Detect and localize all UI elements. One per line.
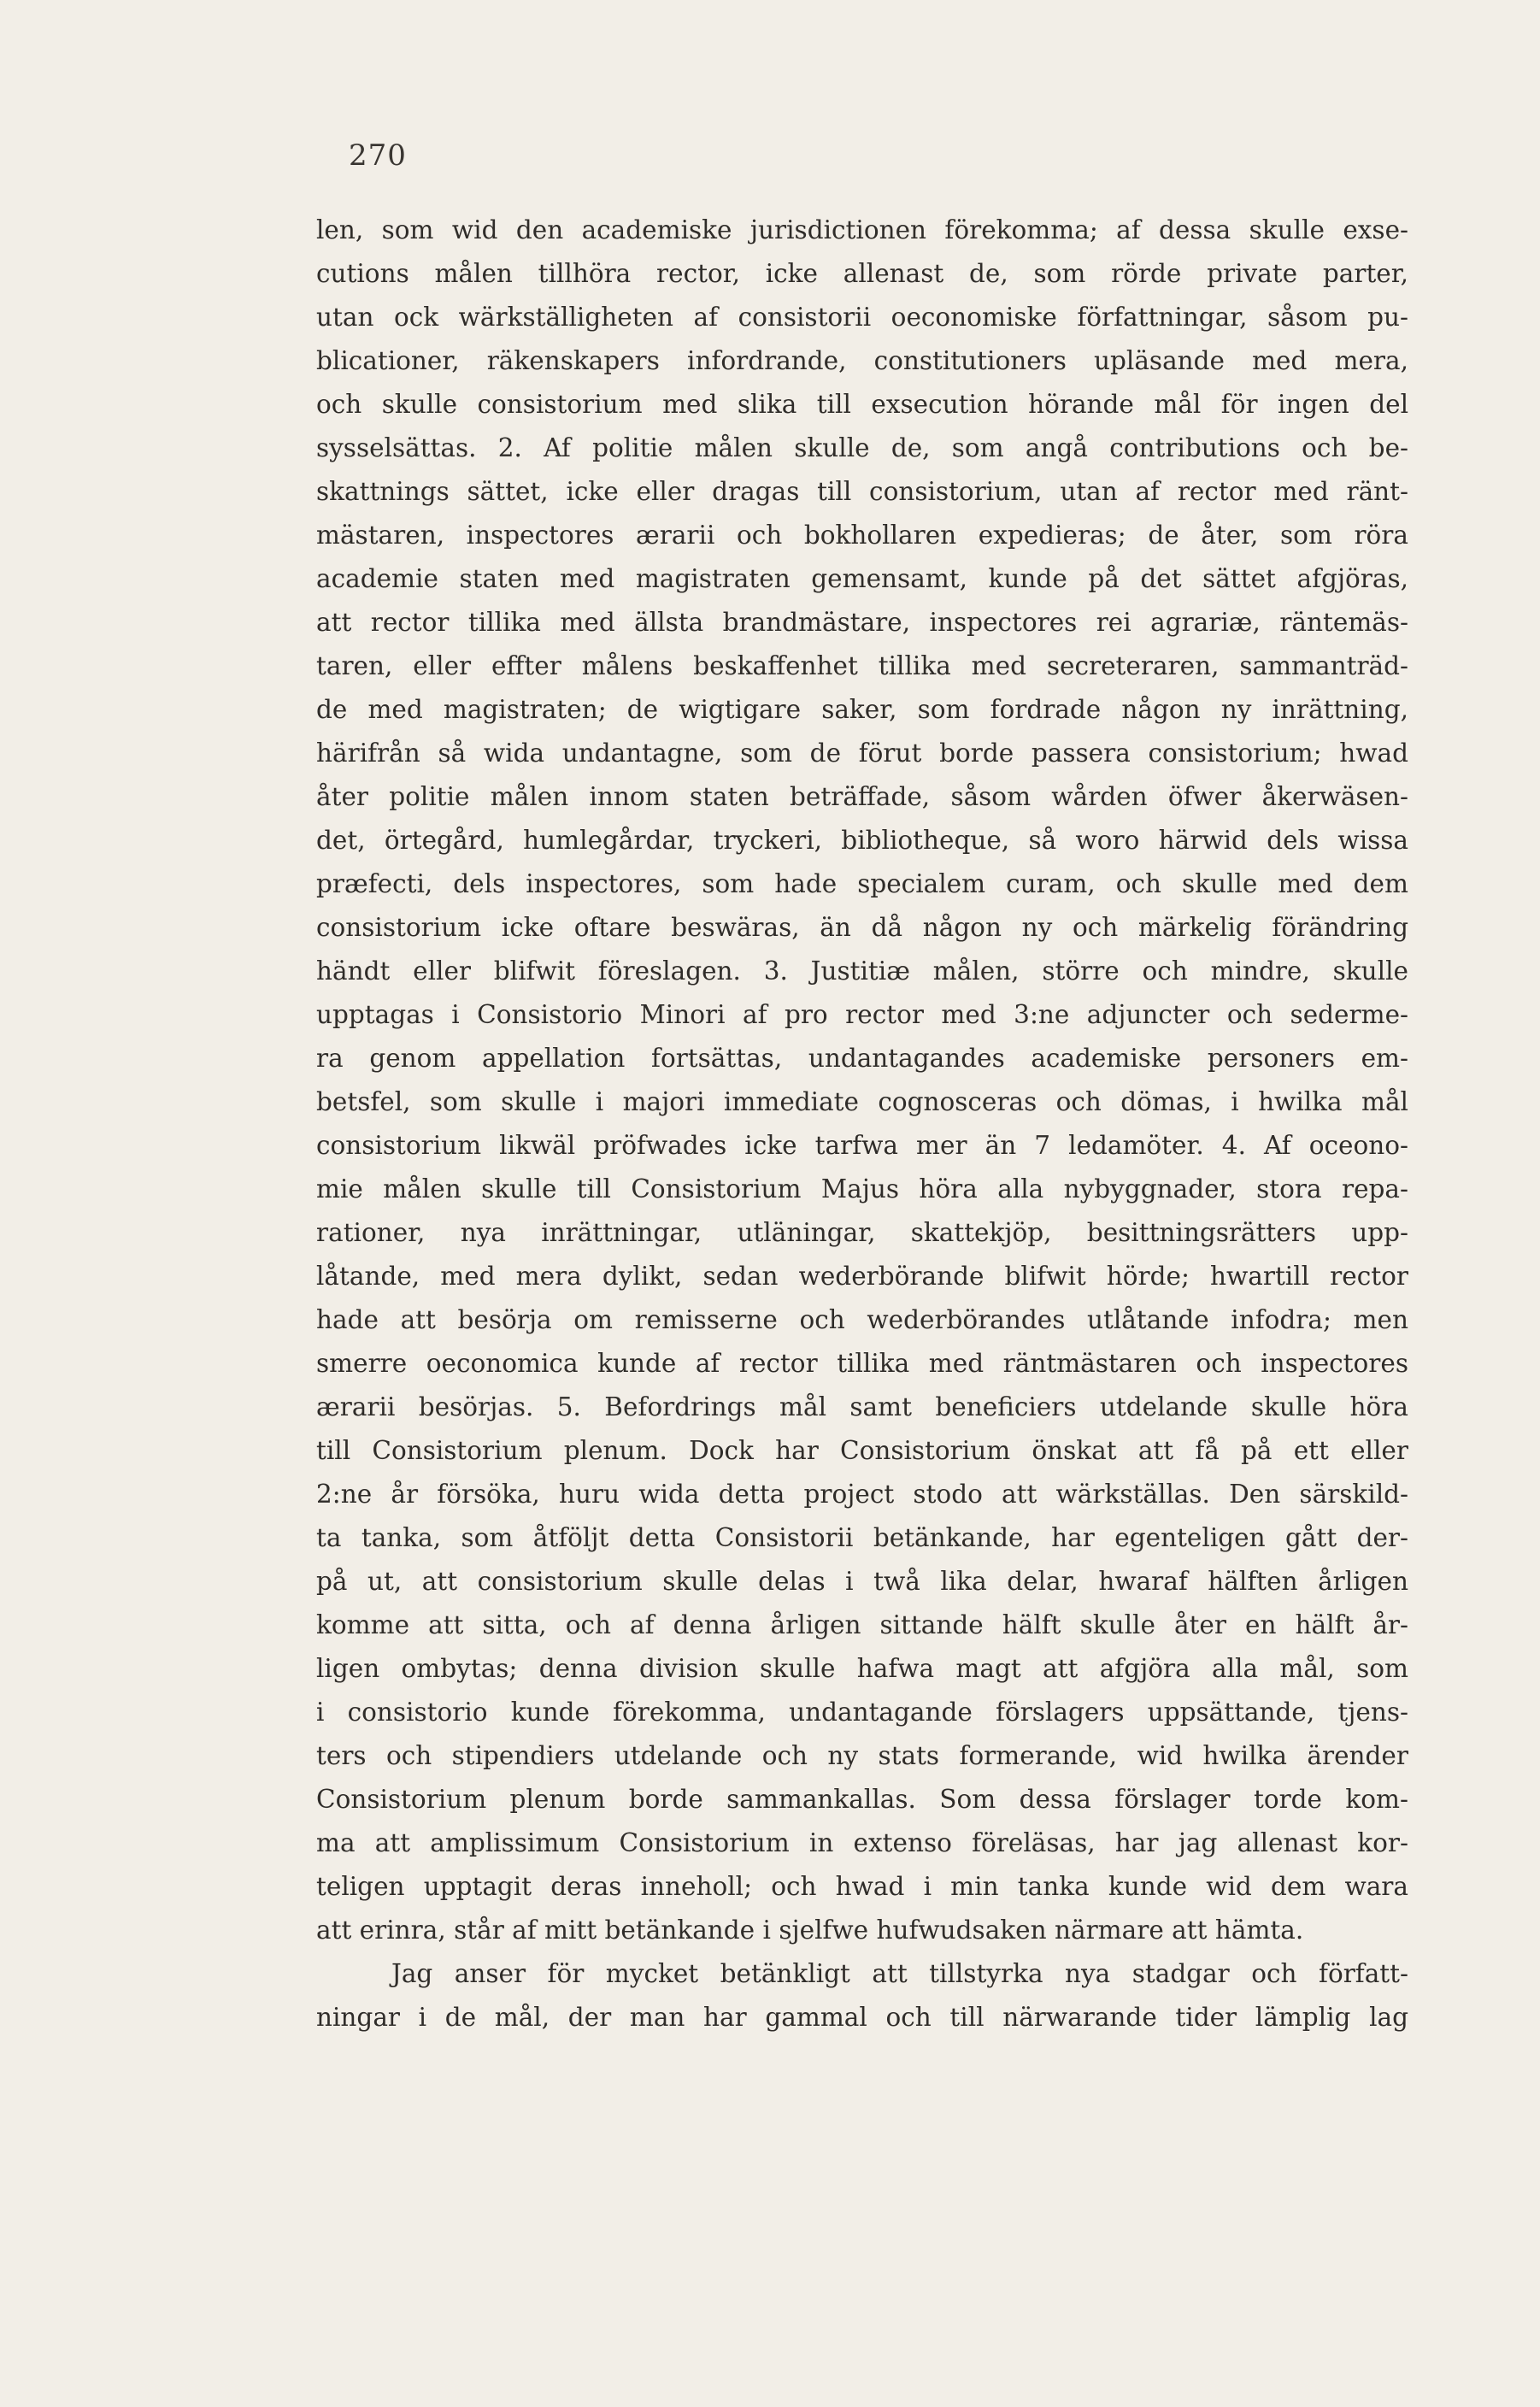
text-line: i consistorio kunde förekomma, undantagande förslagers uppsättande, tjens- xyxy=(316,1698,1408,1727)
text-line: på ut, att consistorium skulle delas i twå lika delar, hwaraf hälften årligen xyxy=(316,1567,1408,1596)
text-line: betsfel, som skulle i majori immediate cognosceras och dömas, i hwilka mål xyxy=(316,1087,1408,1116)
text-line: att rector tillika med ällsta brandmästare, inspectores rei agrariæ, räntemäs- xyxy=(316,608,1408,637)
text-line: de med magistraten; de wigtigare saker, som fordrade någon ny inrättning, xyxy=(316,695,1408,724)
text-line: ters och stipendiers utdelande och ny stats formerande, wid hwilka ärender xyxy=(316,1741,1408,1770)
text-line: sysselsättas. 2. Af politie målen skulle de, som angå contributions och be- xyxy=(316,433,1408,462)
text-line: Consistorium plenum borde sammankallas. Som dessa förslager torde kom- xyxy=(316,1785,1408,1814)
text-line: ta tanka, som åtföljt detta Consistorii betänkande, har egenteligen gått der- xyxy=(316,1523,1408,1552)
text-line: mie målen skulle till Consistorium Majus höra alla nybyggnader, stora repa- xyxy=(316,1174,1408,1204)
text-line: komme att sitta, och af denna årligen sittande hälft skulle åter en hälft år- xyxy=(316,1610,1408,1639)
text-line: det, örtegård, humlegårdar, tryckeri, bibliotheque, så woro härwid dels wissa xyxy=(316,826,1408,855)
text-line: taren, eller effter målens beskaffenhet tillika med secreteraren, sammanträd- xyxy=(316,651,1408,680)
text-line: ningar i de mål, der man har gammal och till närwarande tider lämplig lag xyxy=(316,2003,1408,2032)
text-line: academie staten med magistraten gemensamt, kunde på det sättet afgjöras, xyxy=(316,564,1408,593)
page-number: 270 xyxy=(349,138,407,173)
text-line: låtande, med mera dylikt, sedan wederbörande blifwit hörde; hwartill rector xyxy=(316,1262,1408,1291)
text-line: skattnings sättet, icke eller dragas till consistorium, utan af rector med ränt- xyxy=(316,477,1408,506)
text-line: upptagas i Consistorio Minori af pro rector med 3:ne adjuncter och sederme- xyxy=(316,1000,1408,1029)
text-line: consistorium likwäl pröfwades icke tarfwa mer än 7 ledamöter. 4. Af oceono- xyxy=(316,1131,1408,1160)
text-line: smerre oeconomica kunde af rector tillika med räntmästaren och inspectores xyxy=(316,1349,1408,1378)
text-line: att erinra, står af mitt betänkande i sjelfwe hufwudsaken närmare att hämta. xyxy=(316,1916,1304,1945)
text-line: Jag anser för mycket betänkligt att tillstyrka nya stadgar och författ- xyxy=(391,1959,1408,1988)
text-line: händt eller blifwit föreslagen. 3. Justitiæ målen, större och mindre, skulle xyxy=(316,956,1408,986)
text-line: utan ock wärkställigheten af consistorii oeconomiske författningar, såsom pu- xyxy=(316,303,1408,332)
text-line: 2:ne år försöka, huru wida detta project stodo att wärkställas. Den särskild- xyxy=(316,1480,1408,1509)
text-line: rationer, nya inrättningar, utläningar, skattekjöp, besittningsrätters upp- xyxy=(316,1218,1408,1247)
text-line: præfecti, dels inspectores, som hade specialem curam, och skulle med dem xyxy=(316,869,1408,898)
text-line: blicationer, räkenskapers infordrande, constitutioners upläsande med mera, xyxy=(316,346,1408,375)
text-line: cutions målen tillhöra rector, icke allenast de, som rörde private parter, xyxy=(316,259,1408,288)
text-line: consistorium icke oftare beswäras, än då någon ny och märkelig förändring xyxy=(316,913,1408,942)
text-line: len, som wid den academiske jurisdictionen förekomma; af dessa skulle exse- xyxy=(316,215,1408,244)
text-line: hade att besörja om remisserne och wederbörandes utlåtande infodra; men xyxy=(316,1305,1408,1334)
text-line: ligen ombytas; denna division skulle hafwa magt att afgjöra alla mål, som xyxy=(316,1654,1408,1683)
text-line: och skulle consistorium med slika till exsecution hörande mål för ingen del xyxy=(316,390,1408,419)
text-line: teligen upptagit deras inneholl; och hwad i min tanka kunde wid dem wara xyxy=(316,1872,1408,1901)
text-line: till Consistorium plenum. Dock har Consistorium önskat att få på ett eller xyxy=(316,1436,1408,1465)
text-line: härifrån så wida undantagne, som de förut borde passera consistorium; hwad xyxy=(316,739,1408,768)
text-line: ma att amplissimum Consistorium in extenso föreläsas, har jag allenast kor- xyxy=(316,1828,1408,1857)
text-line: ærarii besörjas. 5. Befordrings mål samt beneficiers utdelande skulle höra xyxy=(316,1392,1408,1421)
body-text xyxy=(316,209,1408,2039)
text-line: mästaren, inspectores ærarii och bokhollaren expedieras; de åter, som röra xyxy=(316,521,1408,550)
text-line: åter politie målen innom staten beträffade, såsom wården öfwer åkerwäsen- xyxy=(316,782,1408,811)
text-line: ra genom appellation fortsättas, undantagandes academiske personers em- xyxy=(316,1044,1408,1073)
